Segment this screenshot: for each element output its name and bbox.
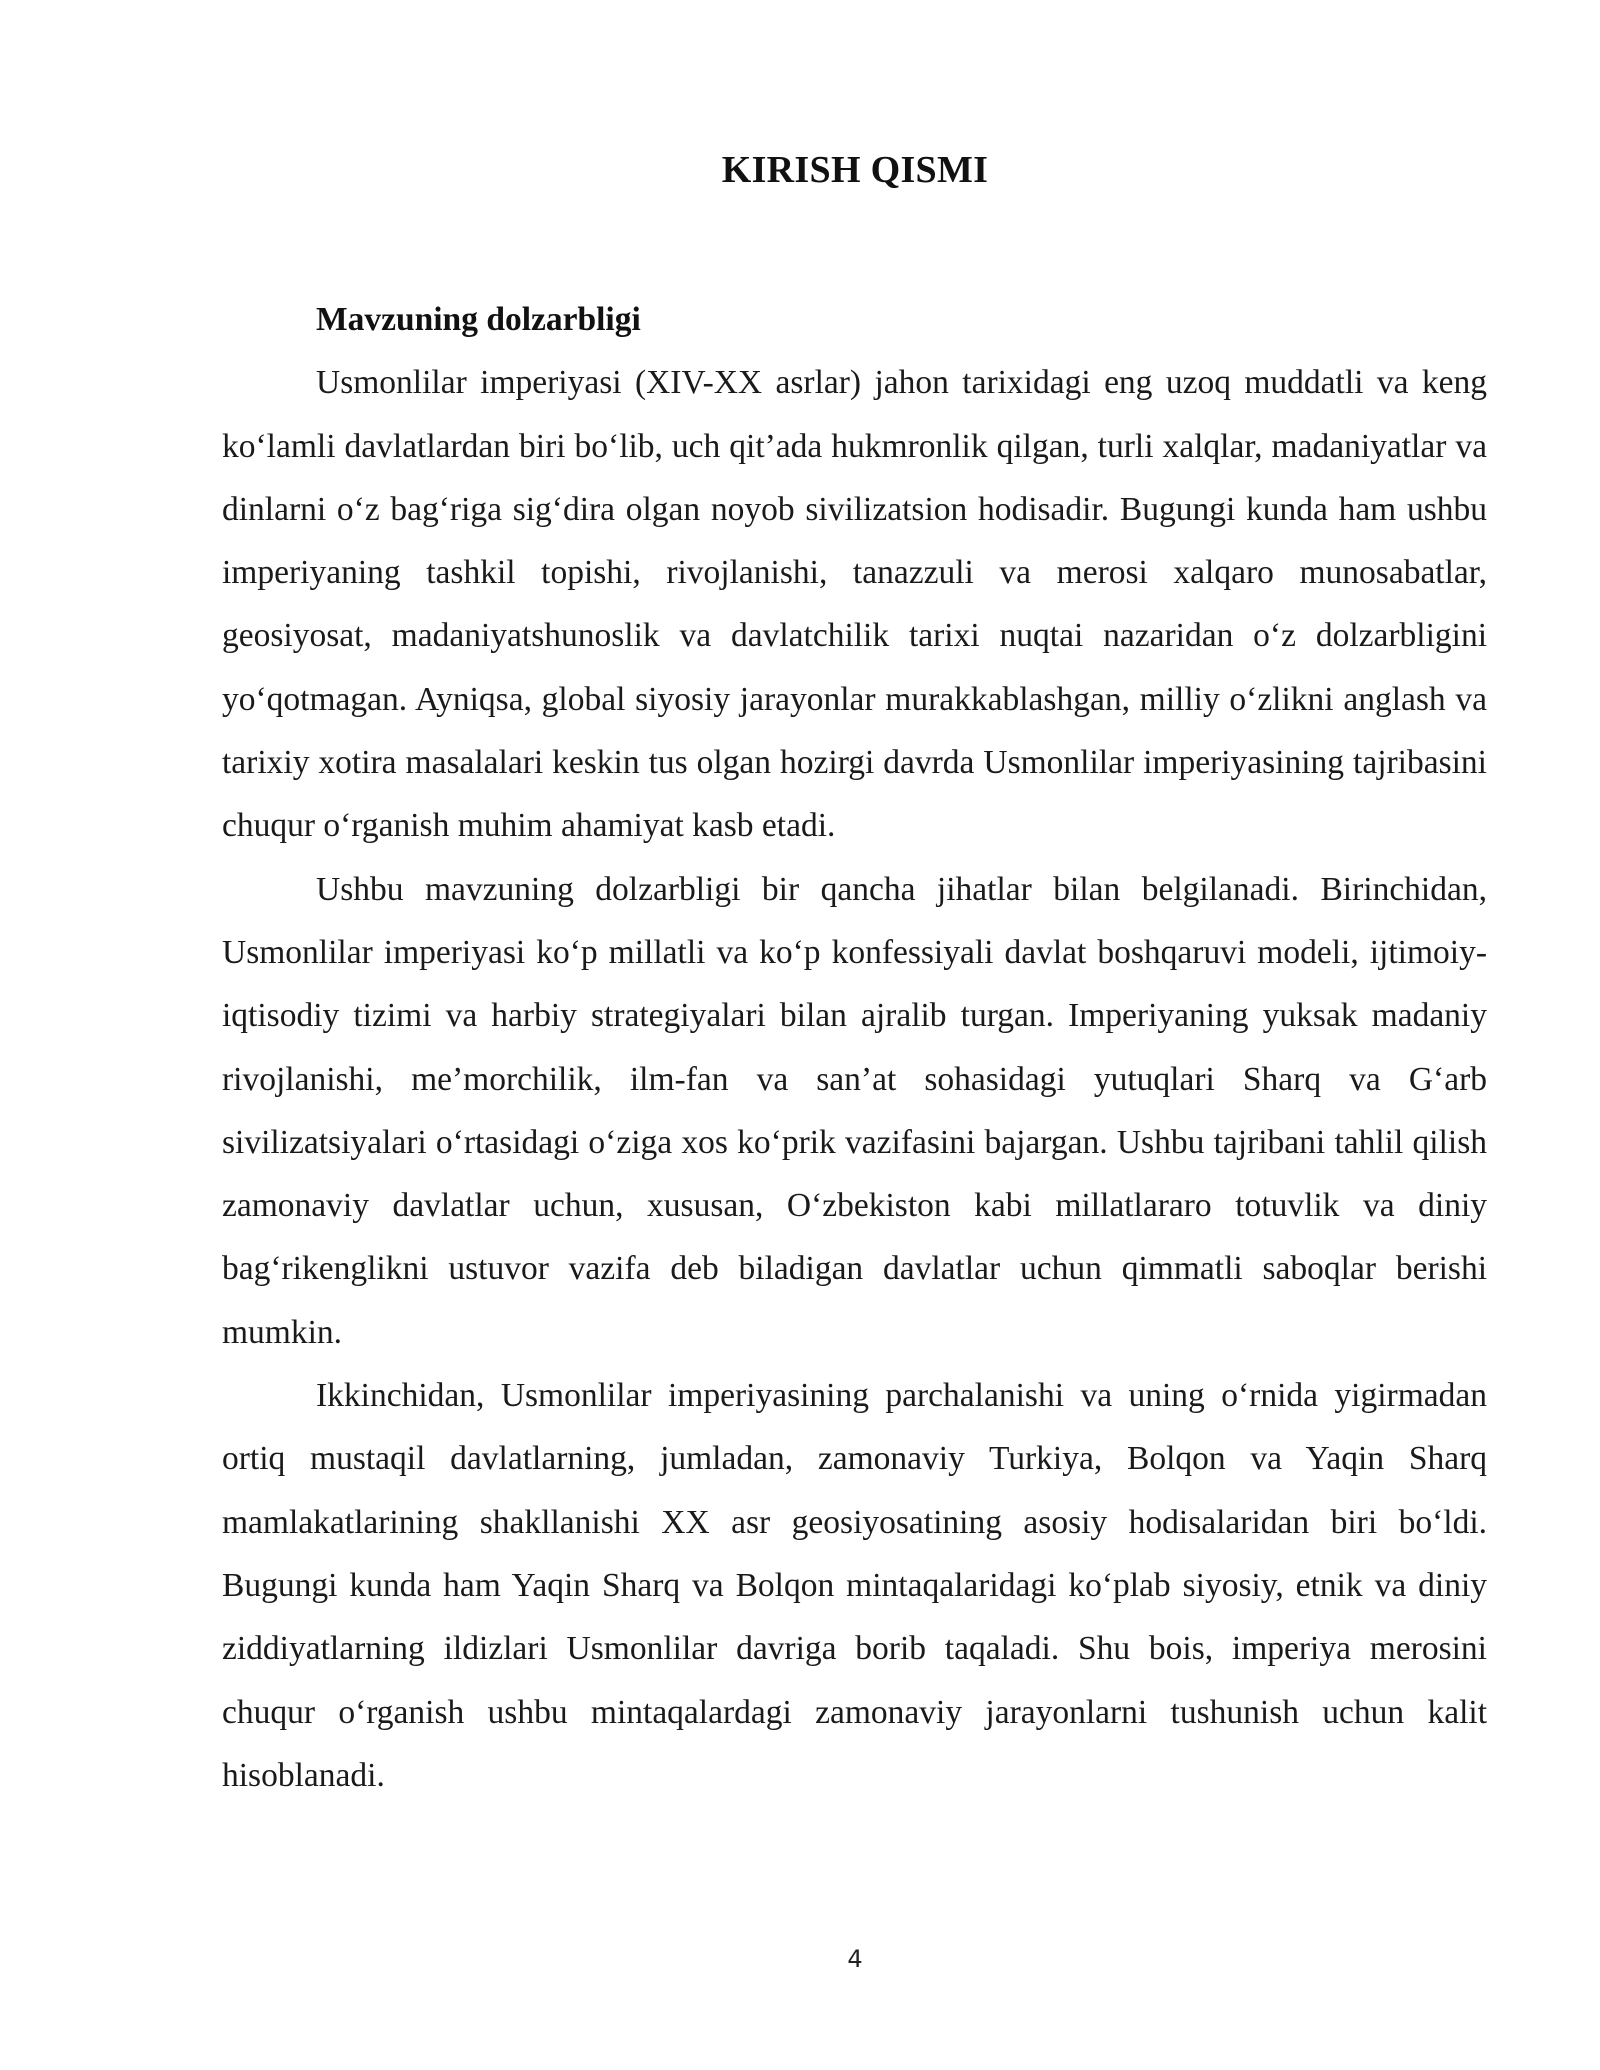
section-heading: Mavzuning dolzarbligi <box>316 301 641 338</box>
paragraph-2: Ushbu mavzuning dolzarbligi bir qancha jihatlar bilan belgilanadi. Birinchidan, Usmonlilar imperiyasi ko‘p millatli va ko‘p konfessiyali davlat boshqaruvi modeli, ijtimoiy-iqtisodiy tizimi va harbiy strategiyalari bilan ajralib turgan. Imperiyaning yuksak madaniy rivojlanishi, me’morchilik, ilm-fan va san’at sohasidagi yutuqlari Sharq va G‘arb sivilizatsiyalari o‘rtasidagi o‘ziga xos ko‘prik vazifasini bajargan. Ushbu tajribani tahlil qilish zamonaviy davlatlar uchun, xususan, O‘zbekiston kabi millatlararo totuvlik va diniy bag‘rikenglikni ustuvor vazifa deb biladigan davlatlar uchun qimmatli saboqlar berishi mumkin. <box>222 870 1487 1351</box>
paragraph-3: Ikkinchidan, Usmonlilar imperiyasining parchalanishi va uning o‘rnida yigirmadan ortiq mustaqil davlatlarning, jumladan, zamonaviy Turkiya, Bolqon va Yaqin Sharq mamlakatlarining shakllanishi XX asr geosiyosatining asosiy hodisalaridan biri bo‘ldi. Bugungi kunda ham Yaqin Sharq va Bolqon mintaqalaridagi ko‘plab siyosiy, etnik va diniy ziddiyatlarning ildizlari Usmonlilar davriga borib taqaladi. Shu bois, imperiya merosini chuqur o‘rganish ushbu mintaqalardagi zamonaviy jarayonlarni tushunish uchun kalit hisoblanadi. <box>222 1377 1487 1794</box>
page-number: 4 <box>847 1945 863 1973</box>
page-title: KIRISH QISMI <box>721 149 989 191</box>
page-content <box>222 288 1487 1807</box>
paragraph-1: Usmonlilar imperiyasi (XIV-XX asrlar) jahon tarixidagi eng uzoq muddatli va keng ko‘lamli davlatlardan biri bo‘lib, uch qit’ada hukmronlik qilgan, turli xalqlar, madaniyatlar va dinlarni o‘z bag‘riga sig‘dira olgan noyob sivilizatsion hodisadir. Bugungi kunda ham ushbu imperiyaning tashkil topishi, rivojlanishi, tanazzuli va merosi xalqaro munosabatlar, geosiyosat, madaniyatshunoslik va davlatchilik tarixi nuqtai nazaridan o‘z dolzarbligini yo‘qotmagan. Ayniqsa, global siyosiy jarayonlar murakkablashgan, milliy o‘zlikni anglash va tarixiy xotira masalalari keskin tus olgan hozirgi davrda Usmonlilar imperiyasining tajribasini chuqur o‘rganish muhim ahamiyat kasb etadi. <box>222 364 1487 845</box>
